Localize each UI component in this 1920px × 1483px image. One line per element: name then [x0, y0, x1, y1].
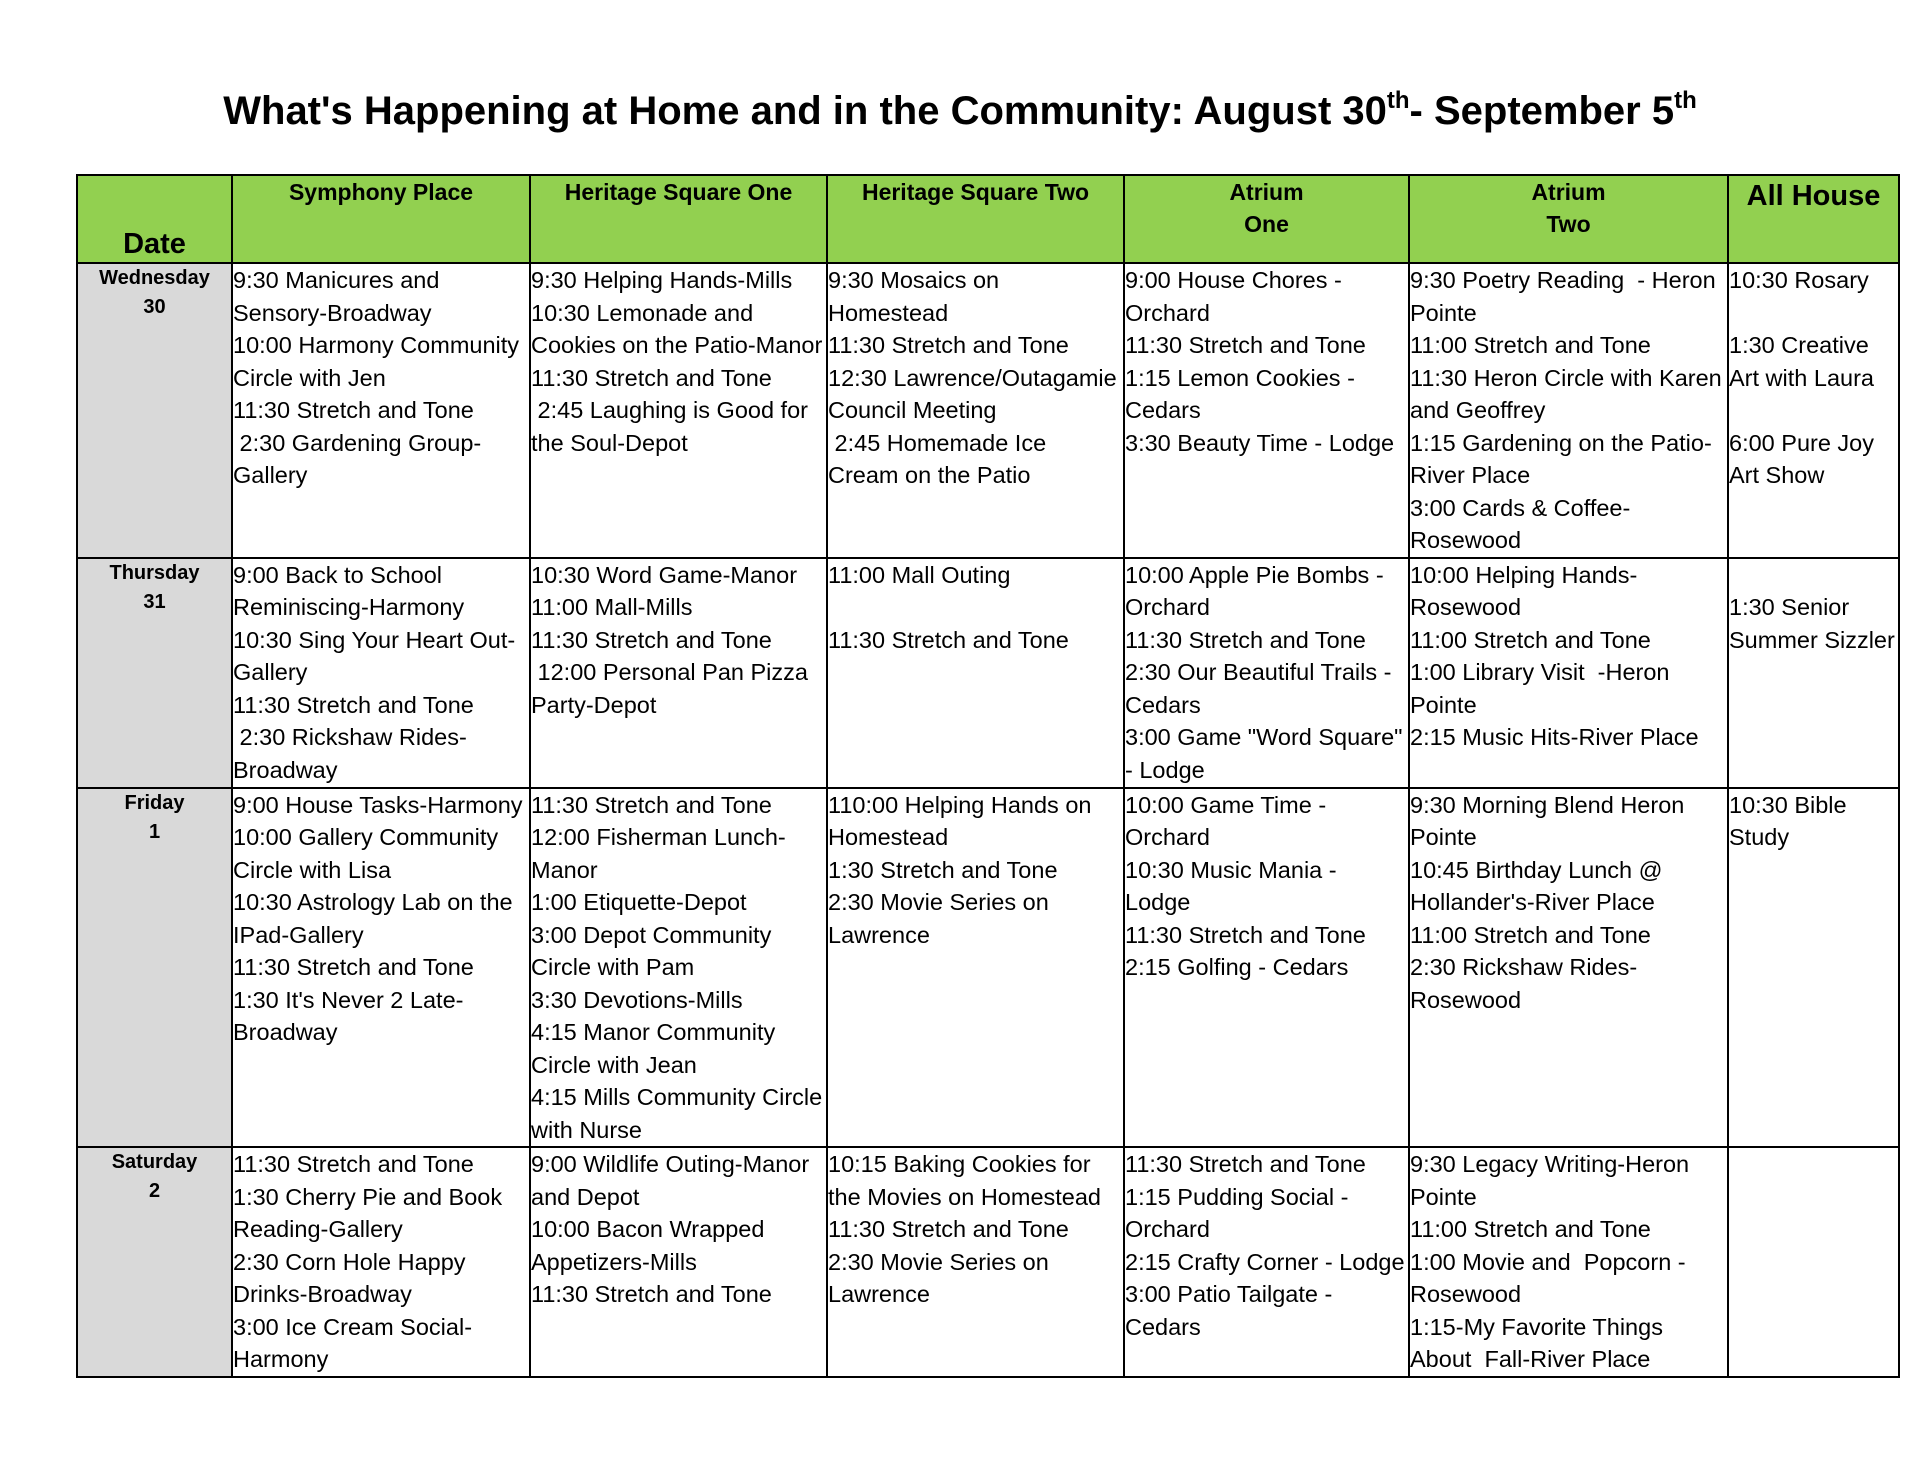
event-item: 9:30 Manicures and Sensory-Broadway	[233, 267, 446, 326]
schedule-cell-heritage-square-two	[827, 558, 1124, 788]
event-item: 1:15 Pudding Social - Orchard	[1125, 1183, 1355, 1242]
event-item: 2:45 Homemade Ice Cream on the Patio	[828, 429, 1053, 488]
event-item: 10:30 Word Game-Manor	[531, 561, 798, 588]
event-item: 1:30 Creative Art with Laura	[1729, 332, 1875, 391]
schedule-cell-all-house	[1728, 263, 1899, 558]
event-item: 11:30 Stretch and Tone	[1125, 1151, 1366, 1177]
schedule-cell-all-house	[1728, 1147, 1899, 1377]
event-item: 2:45 Laughing is Good for the Soul-Depot	[531, 397, 815, 456]
event-item: 1:15 Gardening on the Patio-River Place	[1410, 429, 1712, 488]
schedule-cell-heritage-square-two	[827, 263, 1124, 558]
event-item: 11:00 Mall-Mills	[531, 594, 693, 620]
event-item: 11:00 Stretch and Tone	[1410, 921, 1651, 948]
event-item: 11:00 Mall Outing	[828, 561, 1011, 588]
event-item: 2:30 Our Beautiful Trails - Cedars	[1125, 659, 1398, 718]
event-item: 1:00 Movie and Popcorn -Rosewood	[1410, 1248, 1686, 1307]
event-item: 9:30 Poetry Reading - Heron Pointe	[1410, 267, 1723, 326]
event-item: 11:30 Stretch and Tone	[1125, 332, 1366, 358]
event-item: 2:15 Music Hits-River Place	[1410, 724, 1699, 750]
event-item: 10:30 Bible Study	[1729, 791, 1854, 850]
column-header-heritage-square-one: Heritage Square One	[530, 175, 827, 263]
event-item: 10:30 Music Mania - Lodge	[1125, 856, 1344, 915]
schedule-cell-atrium-two	[1409, 558, 1728, 788]
event-item: 2:30 Rickshaw Rides-Rosewood	[1410, 954, 1638, 1013]
header-row	[77, 175, 1899, 263]
event-item: 3:00 Cards & Coffee-Rosewood	[1410, 494, 1631, 553]
day-number: 30	[143, 296, 166, 318]
event-item: 11:30 Stretch and Tone	[233, 397, 474, 423]
day-number: 1	[148, 820, 161, 843]
schedule-cell-heritage-square-one	[530, 558, 827, 788]
schedule-cell-heritage-square-one	[530, 263, 827, 558]
column-header-all-house: All House	[1728, 175, 1899, 263]
event-item: 1:30 Senior Summer Sizzler	[1729, 594, 1895, 653]
event-item: 10:00 Helping Hands-Rosewood	[1410, 561, 1638, 620]
event-item: 1:00 Library Visit -Heron Pointe	[1410, 659, 1677, 718]
event-item: 10:00 Game Time - Orchard	[1125, 791, 1333, 850]
event-item: 2:15 Crafty Corner - Lodge	[1125, 1248, 1405, 1275]
event-item: 11:00 Stretch and Tone	[1410, 332, 1651, 358]
schedule-cell-atrium-two	[1409, 263, 1728, 558]
event-item: 1:00 Etiquette-Depot	[531, 889, 747, 915]
event-item	[828, 591, 1123, 624]
event-item: 11:30 Stretch and Tone	[531, 626, 772, 653]
event-item: 9:30 Legacy Writing-Heron Pointe	[1410, 1151, 1696, 1210]
event-item: 2:30 Gardening Group-Gallery	[233, 429, 482, 488]
event-item: 9:00 House Chores - Orchard	[1125, 267, 1349, 326]
page-title: What's Happening at Home and in the Community: August 30th- September 5th	[223, 87, 1697, 133]
event-item: 1:15 Lemon Cookies - Cedars	[1125, 364, 1362, 423]
schedule-cell-all-house	[1728, 788, 1899, 1148]
day-name: Saturday	[111, 1151, 198, 1173]
column-header-atrium-one: Atrium One	[1124, 175, 1409, 263]
event-item: 12:00 Personal Pan Pizza Party-Depot	[531, 659, 815, 718]
schedule-cell-atrium-one	[1124, 263, 1409, 558]
event-item: 3:30 Devotions-Mills	[531, 986, 743, 1013]
event-item: 10:00 Apple Pie Bombs - Orchard	[1125, 561, 1391, 620]
table-row	[77, 263, 1899, 558]
day-name: Wednesday	[99, 267, 210, 289]
column-header-atrium-two: Atrium Two	[1409, 175, 1728, 263]
event-item: 10:15 Baking Cookies for the Movies on Homestead	[828, 1151, 1102, 1210]
column-header-heritage-square-two: Heritage Square Two	[827, 175, 1124, 263]
event-item: 10:00 Gallery Community Circle with Lisa	[233, 824, 505, 883]
event-item: 2:30 Movie Series on Lawrence	[828, 889, 1056, 948]
event-item: 3:00 Game "Word Square" - Lodge	[1125, 724, 1410, 783]
event-item: 11:30 Stretch and Tone	[233, 1151, 474, 1177]
column-header-date: Date	[77, 175, 232, 263]
event-item: 4:15 Manor Community Circle with Jean	[531, 1019, 782, 1078]
schedule-cell-heritage-square-one	[530, 788, 827, 1148]
event-item: 10:30 Sing Your Heart Out-Gallery	[233, 626, 516, 685]
event-item	[1729, 297, 1898, 330]
event-item: 11:30 Stretch and Tone	[1125, 626, 1366, 653]
day-name: Friday	[124, 791, 185, 814]
day-number: 2	[148, 1180, 161, 1202]
event-item: 9:00 Back to School Reminiscing-Harmony	[233, 561, 465, 620]
event-item	[1729, 394, 1898, 427]
event-item: 11:30 Stretch and Tone	[828, 332, 1069, 358]
event-item: 11:30 Heron Circle with Karen and Geoffrey	[1410, 364, 1729, 423]
event-item: 10:30 Astrology Lab on the IPad-Gallery	[233, 889, 520, 948]
event-item: 6:00 Pure Joy Art Show	[1729, 429, 1880, 488]
table-row	[77, 788, 1899, 1148]
event-item: 11:30 Stretch and Tone	[531, 791, 772, 818]
schedule-cell-heritage-square-one	[530, 1147, 827, 1377]
event-item: 11:30 Stretch and Tone	[233, 691, 474, 718]
schedule-table	[76, 174, 1900, 1378]
event-item: 2:30 Corn Hole Happy Drinks-Broadway	[233, 1248, 473, 1307]
event-item: 2:30 Movie Series on Lawrence	[828, 1248, 1056, 1307]
event-item: 10:45 Birthday Lunch @ Hollander's-River Place	[1410, 856, 1670, 915]
event-item: 12:00 Fisherman Lunch-Manor	[531, 824, 786, 883]
event-item: 9:00 Wildlife Outing-Manor and Depot	[531, 1151, 816, 1210]
event-item: 3:00 Patio Tailgate - Cedars	[1125, 1281, 1339, 1340]
event-item: 2:15 Golfing - Cedars	[1125, 954, 1349, 980]
schedule-cell-atrium-two	[1409, 788, 1728, 1148]
event-item: 11:30 Stretch and Tone	[1125, 921, 1366, 948]
schedule-cell-symphony-place	[232, 788, 530, 1148]
event-item: 11:30 Stretch and Tone	[828, 1216, 1069, 1242]
event-item: 11:30 Stretch and Tone	[531, 364, 772, 391]
event-item: 11:30 Stretch and Tone	[233, 954, 474, 980]
table-row	[77, 558, 1899, 788]
date-cell	[77, 558, 232, 788]
event-item: 10:00 Bacon Wrapped Appetizers-Mills	[531, 1216, 770, 1275]
day-name: Thursday	[109, 561, 200, 584]
schedule-cell-heritage-square-two	[827, 1147, 1124, 1377]
schedule-cell-atrium-one	[1124, 788, 1409, 1148]
event-item: 1:30 It's Never 2 Late-Broadway	[233, 986, 464, 1045]
event-item: 12:30 Lawrence/Outagamie Council Meeting	[828, 364, 1124, 423]
event-item: 1:30 Stretch and Tone	[828, 856, 1058, 883]
event-item: 2:30 Rickshaw Rides-Broadway	[233, 724, 467, 783]
event-item: 10:30 Rosary	[1729, 267, 1869, 293]
event-item: 11:30 Stretch and Tone	[828, 626, 1069, 653]
date-cell	[77, 263, 232, 558]
schedule-cell-atrium-one	[1124, 558, 1409, 788]
event-item: 3:00 Depot Community Circle with Pam	[531, 921, 778, 980]
event-item: 11:00 Stretch and Tone	[1410, 626, 1651, 653]
event-item	[1729, 559, 1898, 592]
event-item: 3:00 Ice Cream Social-Harmony	[233, 1313, 473, 1372]
schedule-cell-all-house	[1728, 558, 1899, 788]
day-number: 31	[143, 590, 166, 613]
schedule-cell-symphony-place	[232, 263, 530, 558]
schedule-cell-symphony-place	[232, 558, 530, 788]
schedule-cell-heritage-square-two	[827, 788, 1124, 1148]
event-item: 10:30 Lemonade and Cookies on the Patio-Manor	[531, 299, 823, 358]
event-item: 4:15 Mills Community Circle with Nurse	[531, 1084, 829, 1143]
schedule-cell-symphony-place	[232, 1147, 530, 1377]
event-item: 9:30 Mosaics on Homestead	[828, 267, 1006, 326]
column-header-symphony-place: Symphony Place	[232, 175, 530, 263]
table-row	[77, 1147, 1899, 1377]
event-item: 9:30 Helping Hands-Mills	[531, 267, 793, 293]
event-item: 11:00 Stretch and Tone	[1410, 1216, 1651, 1242]
event-item: 1:15-My Favorite Things About Fall-River Place	[1410, 1313, 1669, 1372]
date-cell	[77, 1147, 232, 1377]
event-item: 1:30 Cherry Pie and Book Reading-Gallery	[233, 1183, 509, 1242]
event-item: 3:30 Beauty Time - Lodge	[1125, 429, 1395, 456]
event-item: 110:00 Helping Hands on Homestead	[828, 791, 1099, 850]
event-item: 9:00 House Tasks-Harmony	[233, 791, 523, 818]
event-item: 9:30 Morning Blend Heron Pointe	[1410, 791, 1691, 850]
event-item: 11:30 Stretch and Tone	[531, 1281, 772, 1307]
date-cell	[77, 788, 232, 1148]
schedule-cell-atrium-one	[1124, 1147, 1409, 1377]
schedule-cell-atrium-two	[1409, 1147, 1728, 1377]
event-item: 10:00 Harmony Community Circle with Jen	[233, 332, 526, 391]
